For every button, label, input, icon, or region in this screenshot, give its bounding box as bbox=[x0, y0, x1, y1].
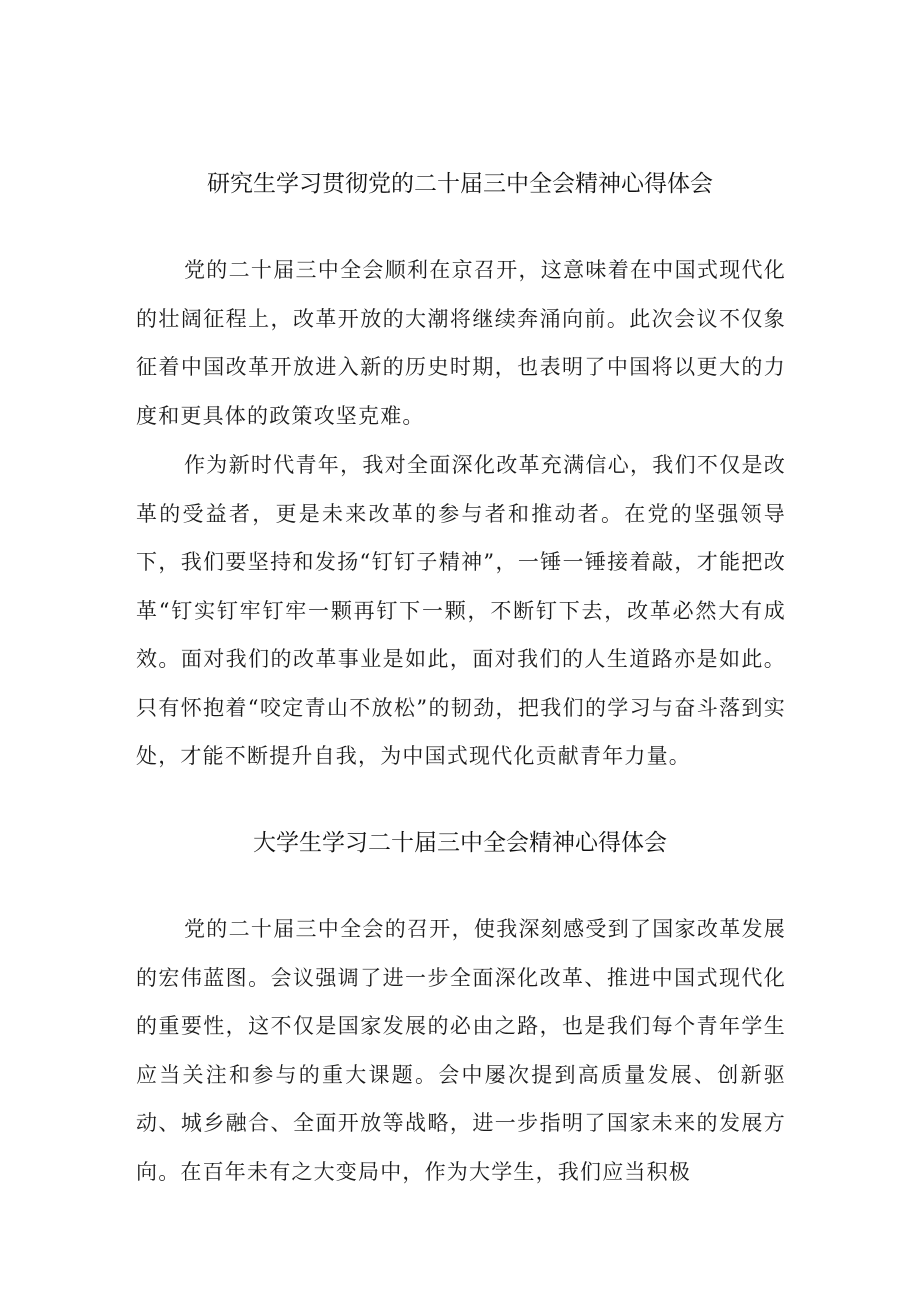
section-2-title: 大学生学习二十届三中全会精神心得体会 bbox=[253, 830, 667, 856]
section-1-title: 研究生学习贯彻党的二十届三中全会精神心得体会 bbox=[207, 171, 713, 197]
section-1-paragraph-1: 党的二十届三中全会顺利在京召开，这意味着在中国式现代化的壮阔征程上，改革开放的大潮将继续奔涌向前。此次会议不仅象征着中国改革开放进入新的历史时期，也表明了中国将以更大的力度和更具体的政策攻坚克难。 bbox=[136, 258, 786, 428]
section-2-paragraph-1: 党的二十届三中全会的召开，使我深刻感受到了国家改革发展的宏伟蓝图。会议强调了进一步全面深化改革、推进中国式现代化的重要性，这不仅是国家发展的必由之路，也是我们每个青年学生应当关注和参与的重大课题。会中屡次提到高质量发展、创新驱动、城乡融合、全面开放等战略，进一步指明了国家未来的发展方向。在百年未有之大变局中，作为大学生，我们应当积极 bbox=[136, 917, 786, 1184]
section-1-paragraph-2: 作为新时代青年，我对全面深化改革充满信心，我们不仅是改革的受益者，更是未来改革的参与者和推动者。在党的坚强领导下，我们要坚持和发扬“钉钉子精神”，一锤一锤接着敲，才能把改革“钉实钉牢钉牢一颗再钉下一颗，不断钉下去，改革必然大有成效。面对我们的改革事业是如此，面对我们的人生道路亦是如此。只有怀抱着“咬定青山不放松”的韧劲，把我们的学习与奋斗落到实处，才能不断提升自我，为中国式现代化贡献青年力量。 bbox=[136, 453, 786, 768]
